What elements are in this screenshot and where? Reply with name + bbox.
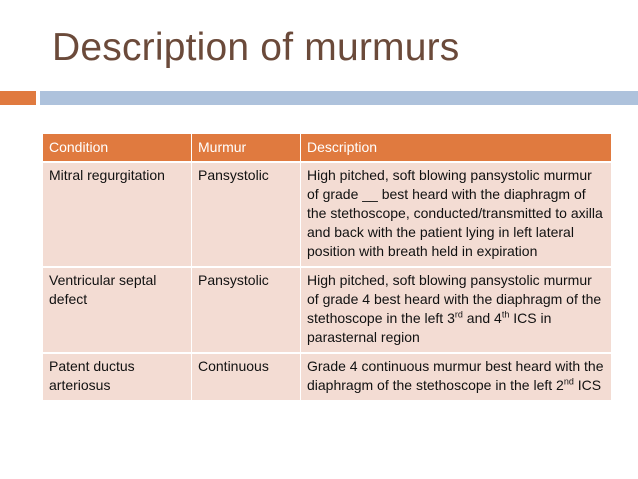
description-cell: High pitched, soft blowing pansystolic murmur of grade __ best heard with the diaphragm of the stethoscope, conducted/transmitted to axilla and back with the patient lying in left lateral position with breath held in expiration bbox=[301, 162, 612, 267]
condition-cell: Patent ductus arteriosus bbox=[43, 353, 192, 401]
header-description: Description bbox=[301, 134, 612, 163]
accent-bar-blue bbox=[40, 91, 638, 105]
description-text: ICS in parasternal region bbox=[307, 310, 552, 345]
murmur-cell: Pansystolic bbox=[192, 267, 301, 353]
description-text: High pitched, soft blowing pansystolic murmur of grade 4 best heard with the diaphragm of the stethoscope in the left 3 bbox=[307, 272, 602, 326]
table-row bbox=[43, 267, 612, 353]
condition-cell: Mitral regurgitation bbox=[43, 162, 192, 267]
table-row bbox=[43, 353, 612, 401]
condition-cell: Ventricular septal defect bbox=[43, 267, 192, 353]
murmur-table bbox=[42, 133, 612, 401]
ordinal-suffix: th bbox=[501, 309, 510, 320]
slide-title: Description of murmurs bbox=[52, 26, 460, 69]
murmur-cell: Continuous bbox=[192, 353, 301, 401]
description-cell bbox=[301, 353, 612, 401]
table-header-row bbox=[43, 134, 612, 163]
ordinal-suffix: nd bbox=[563, 376, 574, 387]
ordinal-suffix: rd bbox=[454, 309, 463, 320]
header-condition: Condition bbox=[43, 134, 192, 163]
header-murmur: Murmur bbox=[192, 134, 301, 163]
description-text: and 4 bbox=[462, 310, 502, 326]
description-cell bbox=[301, 267, 612, 353]
description-text: Grade 4 continuous murmur best heard with the diaphragm of the stethoscope in the left 2 bbox=[307, 358, 604, 393]
murmur-cell: Pansystolic bbox=[192, 162, 301, 267]
accent-bar-orange bbox=[0, 91, 36, 105]
description-text: ICS bbox=[573, 377, 602, 393]
table-row bbox=[43, 162, 612, 267]
